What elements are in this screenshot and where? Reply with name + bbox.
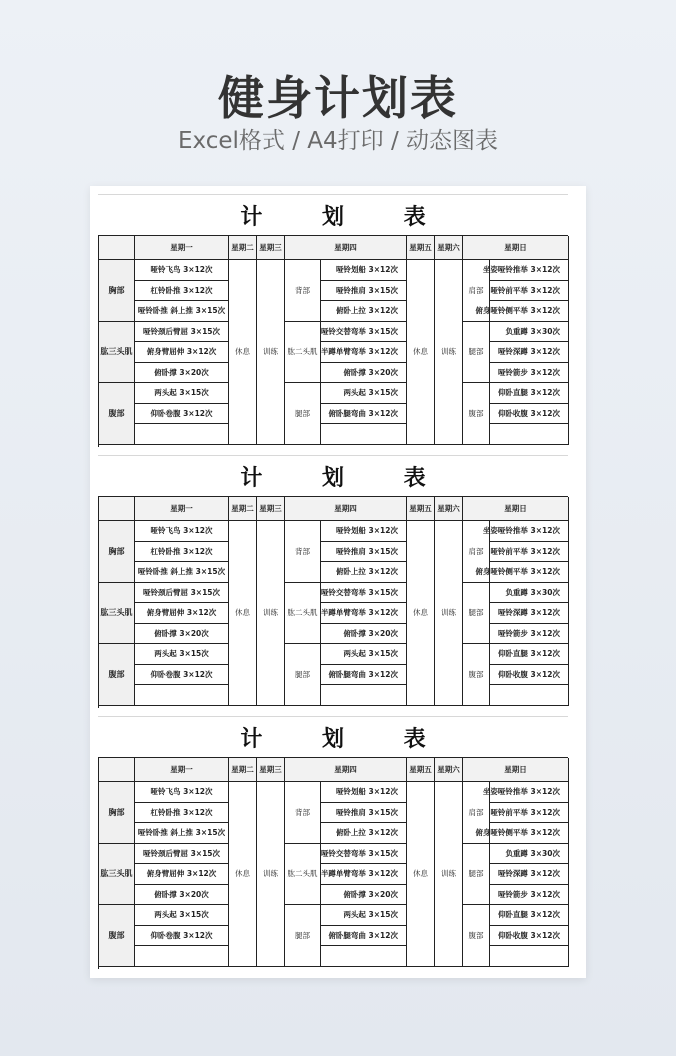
- thursday-exercise: 哑铃划船 3×12次: [321, 260, 407, 281]
- plan-grid: [98, 496, 568, 708]
- plan-title: 计 划 表: [98, 716, 568, 757]
- empty-cell: [135, 424, 229, 445]
- monday-group-triceps: 肱三头肌: [99, 844, 135, 906]
- wednesday-train: 训练: [257, 782, 285, 967]
- monday-exercise: 哑铃卧推 斜上推 3×15次: [135, 823, 229, 844]
- thursday-exercise: 哑铃交替弯举 3×15次: [321, 322, 407, 343]
- thursday-exercise: 俯卧撑 3×20次: [321, 885, 407, 906]
- monday-exercise: 俯身臂屈伸 3×12次: [135, 342, 229, 363]
- sunday-exercise: 哑铃前平举 3×12次: [490, 542, 569, 563]
- sunday-exercise: 哑铃深蹲 3×12次: [490, 864, 569, 885]
- thursday-group-back: 背部: [285, 521, 321, 583]
- monday-exercise: 俯身臂屈伸 3×12次: [135, 864, 229, 885]
- empty-cell: [135, 946, 229, 967]
- thursday-exercise: 哑铃推肩 3×15次: [321, 803, 407, 824]
- sunday-group-abs: 腹部: [463, 383, 490, 445]
- thursday-exercise: 两头起 3×15次: [321, 905, 407, 926]
- monday-exercise: 俯身臂屈伸 3×12次: [135, 603, 229, 624]
- wednesday-train: 训练: [257, 521, 285, 706]
- sunday-exercise: 哑铃箭步 3×12次: [490, 624, 569, 645]
- empty-cell: [321, 946, 407, 967]
- monday-exercise: 仰卧卷腹 3×12次: [135, 665, 229, 686]
- empty-cell: [490, 424, 569, 445]
- monday-exercise: 杠铃卧推 3×12次: [135, 803, 229, 824]
- monday-exercise: 俯卧撑 3×20次: [135, 885, 229, 906]
- header-tuesday: 星期二: [229, 758, 257, 782]
- sunday-exercise: 坐姿哑铃推举 3×12次: [490, 260, 569, 281]
- monday-exercise: 杠铃卧推 3×12次: [135, 281, 229, 302]
- header-thursday: 星期四: [285, 758, 407, 782]
- monday-exercise: 哑铃飞鸟 3×12次: [135, 521, 229, 542]
- monday-exercise: 哑铃卧推 斜上推 3×15次: [135, 301, 229, 322]
- sunday-exercise: 哑铃箭步 3×12次: [490, 885, 569, 906]
- header-saturday: 星期六: [435, 758, 463, 782]
- empty-cell: [321, 424, 407, 445]
- thursday-exercise: 俯卧上拉 3×12次: [321, 562, 407, 583]
- sunday-exercise: 负重蹲 3×30次: [490, 322, 569, 343]
- monday-exercise: 哑铃飞鸟 3×12次: [135, 782, 229, 803]
- sunday-exercise: 哑铃深蹲 3×12次: [490, 342, 569, 363]
- empty-cell: [490, 685, 569, 706]
- sunday-exercise: 哑铃深蹲 3×12次: [490, 603, 569, 624]
- thursday-group-biceps: 肱二头肌: [285, 844, 321, 906]
- monday-exercise: 杠铃卧推 3×12次: [135, 542, 229, 563]
- thursday-exercise: 半蹲单臂弯举 3×12次: [321, 342, 407, 363]
- header-empty-cell: [99, 236, 135, 260]
- header-saturday: 星期六: [435, 497, 463, 521]
- monday-exercise: 哑铃飞鸟 3×12次: [135, 260, 229, 281]
- header-thursday: 星期四: [285, 497, 407, 521]
- header-wednesday: 星期三: [257, 497, 285, 521]
- monday-group-abs: 腹部: [99, 383, 135, 445]
- monday-exercise: 俯卧撑 3×20次: [135, 624, 229, 645]
- sunday-exercise: 仰卧直腿 3×12次: [490, 383, 569, 404]
- monday-exercise: 哑铃颈后臂屈 3×15次: [135, 583, 229, 604]
- thursday-exercise: 俯卧上拉 3×12次: [321, 301, 407, 322]
- thursday-group-back: 背部: [285, 782, 321, 844]
- thursday-exercise: 俯卧撑 3×20次: [321, 363, 407, 384]
- header-empty-cell: [99, 497, 135, 521]
- saturday-train: 训练: [435, 782, 463, 967]
- sunday-exercise: 负重蹲 3×30次: [490, 844, 569, 865]
- sunday-exercise: 哑铃前平举 3×12次: [490, 281, 569, 302]
- sunday-exercise: 哑铃前平举 3×12次: [490, 803, 569, 824]
- sunday-exercise: 负重蹲 3×30次: [490, 583, 569, 604]
- plan-title: 计 划 表: [98, 455, 568, 496]
- header-monday: 星期一: [135, 497, 229, 521]
- plan-grid: [98, 235, 568, 447]
- thursday-exercise: 哑铃推肩 3×15次: [321, 281, 407, 302]
- monday-exercise: 哑铃卧推 斜上推 3×15次: [135, 562, 229, 583]
- header-wednesday: 星期三: [257, 758, 285, 782]
- thursday-exercise: 两头起 3×15次: [321, 644, 407, 665]
- thursday-group-legs: 腿部: [285, 383, 321, 445]
- plan-table: [98, 455, 568, 708]
- monday-group-chest: 胸部: [99, 521, 135, 583]
- plan-title: 计 划 表: [98, 194, 568, 235]
- header-friday: 星期五: [407, 497, 435, 521]
- empty-cell: [321, 685, 407, 706]
- monday-exercise: 两头起 3×15次: [135, 383, 229, 404]
- monday-exercise: 两头起 3×15次: [135, 644, 229, 665]
- thursday-group-legs: 腿部: [285, 644, 321, 706]
- sunday-exercise: 坐姿哑铃推举 3×12次: [490, 782, 569, 803]
- sunday-group-legs: 腿部: [463, 583, 490, 645]
- sunday-group-abs: 腹部: [463, 644, 490, 706]
- monday-exercise: 哑铃颈后臂屈 3×15次: [135, 322, 229, 343]
- sunday-exercise: 仰卧收腹 3×12次: [490, 926, 569, 947]
- monday-group-triceps: 肱三头肌: [99, 583, 135, 645]
- sunday-exercise: 哑铃箭步 3×12次: [490, 363, 569, 384]
- header-wednesday: 星期三: [257, 236, 285, 260]
- monday-group-chest: 胸部: [99, 260, 135, 322]
- monday-exercise: 哑铃颈后臂屈 3×15次: [135, 844, 229, 865]
- thursday-group-biceps: 肱二头肌: [285, 322, 321, 384]
- table-bottom-gap: [99, 706, 569, 710]
- empty-cell: [135, 685, 229, 706]
- sunday-exercise: 仰卧收腹 3×12次: [490, 404, 569, 425]
- thursday-group-back: 背部: [285, 260, 321, 322]
- thursday-exercise: 两头起 3×15次: [321, 383, 407, 404]
- tuesday-rest: 休息: [229, 782, 257, 967]
- empty-cell: [490, 946, 569, 967]
- monday-exercise: 两头起 3×15次: [135, 905, 229, 926]
- saturday-train: 训练: [435, 521, 463, 706]
- monday-exercise: 仰卧卷腹 3×12次: [135, 404, 229, 425]
- plan-table: [98, 716, 568, 969]
- sunday-group-shoulders: 肩部: [463, 782, 490, 844]
- thursday-exercise: 俯卧上拉 3×12次: [321, 823, 407, 844]
- thursday-exercise: 俯卧腿弯曲 3×12次: [321, 404, 407, 425]
- header-sunday: 星期日: [463, 236, 569, 260]
- monday-group-triceps: 肱三头肌: [99, 322, 135, 384]
- sunday-exercise: 坐姿哑铃推举 3×12次: [490, 521, 569, 542]
- table-bottom-gap: [99, 967, 569, 971]
- header-friday: 星期五: [407, 758, 435, 782]
- thursday-exercise: 哑铃交替弯举 3×15次: [321, 583, 407, 604]
- tuesday-rest: 休息: [229, 260, 257, 445]
- header-sunday: 星期日: [463, 497, 569, 521]
- thursday-group-biceps: 肱二头肌: [285, 583, 321, 645]
- thursday-exercise: 哑铃交替弯举 3×15次: [321, 844, 407, 865]
- sunday-group-legs: 腿部: [463, 322, 490, 384]
- monday-group-abs: 腹部: [99, 644, 135, 706]
- thursday-exercise: 俯卧腿弯曲 3×12次: [321, 926, 407, 947]
- spreadsheet-paper: [90, 186, 586, 978]
- header-saturday: 星期六: [435, 236, 463, 260]
- header-monday: 星期一: [135, 236, 229, 260]
- plan-grid: [98, 757, 568, 969]
- sunday-group-shoulders: 肩部: [463, 521, 490, 583]
- header-thursday: 星期四: [285, 236, 407, 260]
- monday-group-abs: 腹部: [99, 905, 135, 967]
- table-bottom-gap: [99, 445, 569, 449]
- thursday-exercise: 哑铃划船 3×12次: [321, 521, 407, 542]
- saturday-train: 训练: [435, 260, 463, 445]
- thursday-exercise: 哑铃推肩 3×15次: [321, 542, 407, 563]
- friday-rest: 休息: [407, 782, 435, 967]
- thursday-exercise: 半蹲单臂弯举 3×12次: [321, 864, 407, 885]
- page-subtitle: Excel格式 / A4打印 / 动态图表: [177, 128, 499, 154]
- sunday-group-legs: 腿部: [463, 844, 490, 906]
- header-monday: 星期一: [135, 758, 229, 782]
- header-tuesday: 星期二: [229, 497, 257, 521]
- monday-exercise: 仰卧卷腹 3×12次: [135, 926, 229, 947]
- header-empty-cell: [99, 758, 135, 782]
- page-title: 健身计划表: [218, 71, 458, 125]
- sunday-exercise: 俯身哑铃侧平举 3×12次: [490, 562, 569, 583]
- monday-group-chest: 胸部: [99, 782, 135, 844]
- thursday-exercise: 哑铃划船 3×12次: [321, 782, 407, 803]
- sunday-exercise: 俯身哑铃侧平举 3×12次: [490, 301, 569, 322]
- sunday-exercise: 仰卧收腹 3×12次: [490, 665, 569, 686]
- tuesday-rest: 休息: [229, 521, 257, 706]
- thursday-exercise: 俯卧腿弯曲 3×12次: [321, 665, 407, 686]
- thursday-exercise: 俯卧撑 3×20次: [321, 624, 407, 645]
- sunday-group-abs: 腹部: [463, 905, 490, 967]
- friday-rest: 休息: [407, 521, 435, 706]
- monday-exercise: 俯卧撑 3×20次: [135, 363, 229, 384]
- header-sunday: 星期日: [463, 758, 569, 782]
- sunday-exercise: 俯身哑铃侧平举 3×12次: [490, 823, 569, 844]
- plan-table: [98, 194, 568, 447]
- sunday-exercise: 仰卧直腿 3×12次: [490, 644, 569, 665]
- header-friday: 星期五: [407, 236, 435, 260]
- thursday-exercise: 半蹲单臂弯举 3×12次: [321, 603, 407, 624]
- wednesday-train: 训练: [257, 260, 285, 445]
- header-tuesday: 星期二: [229, 236, 257, 260]
- sunday-group-shoulders: 肩部: [463, 260, 490, 322]
- sunday-exercise: 仰卧直腿 3×12次: [490, 905, 569, 926]
- friday-rest: 休息: [407, 260, 435, 445]
- thursday-group-legs: 腿部: [285, 905, 321, 967]
